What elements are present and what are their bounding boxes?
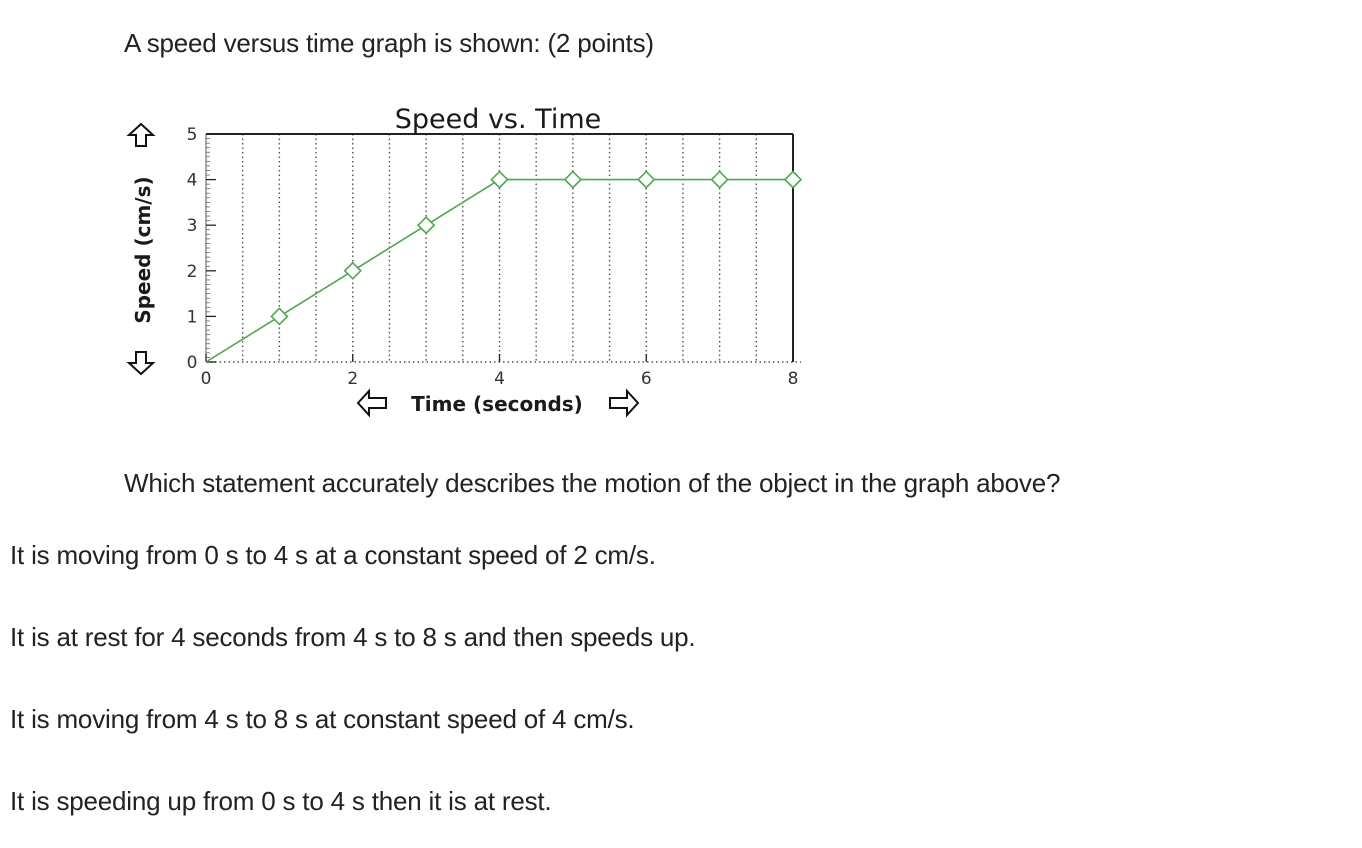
y-axis-label: Speed (cm/s): [131, 176, 155, 324]
x-tick-label: 4: [494, 369, 505, 389]
data-point: [418, 217, 434, 233]
x-axis-right-arrow-icon: [610, 391, 638, 415]
chart-title: Speed vs. Time: [394, 104, 602, 135]
x-tick-label: 6: [640, 369, 652, 389]
answer-choice-1[interactable]: It is moving from 0 s to 4 s at a constant speed of 2 cm/s.: [10, 540, 656, 570]
y-tick-label: 4: [186, 170, 198, 191]
y-axis-up-arrow-icon: [129, 124, 153, 146]
data-point: [345, 263, 361, 279]
chart-grid: [206, 134, 801, 362]
answer-choice-2[interactable]: It is at rest for 4 seconds from 4 s to 8 s and then speeds up.: [10, 622, 696, 652]
x-axis-label: Time (seconds): [411, 392, 583, 416]
x-tick-label: 0: [200, 369, 212, 389]
y-tick-label: 5: [186, 125, 198, 145]
y-tick-label: 0: [186, 353, 198, 373]
y-axis-down-arrow-icon: [129, 352, 153, 374]
data-point: [492, 172, 508, 188]
x-tick-label: 8: [787, 369, 799, 389]
x-tick-label: 2: [347, 369, 359, 389]
data-point: [565, 172, 581, 188]
data-point: [712, 172, 728, 188]
data-point: [638, 172, 654, 188]
y-axis-ticks: [187, 125, 216, 373]
data-point: [785, 172, 801, 188]
series-layer: [206, 172, 801, 362]
answer-choice-3[interactable]: It is moving from 4 s to 8 s at constant speed of 4 cm/s.: [10, 704, 635, 734]
answer-choice-4[interactable]: It is speeding up from 0 s to 4 s then it is at rest.: [10, 786, 552, 816]
question-prompt: A speed versus time graph is shown: (2 points): [124, 28, 654, 58]
question-stem: Which statement accurately describes the motion of the object in the graph above?: [124, 468, 1061, 498]
x-axis-left-arrow-icon: [358, 391, 386, 415]
y-tick-label: 1: [186, 307, 198, 328]
y-tick-label: 2: [186, 261, 198, 282]
data-point: [271, 308, 287, 324]
x-axis-ticks: [201, 354, 799, 389]
y-tick-label: 3: [186, 216, 198, 237]
